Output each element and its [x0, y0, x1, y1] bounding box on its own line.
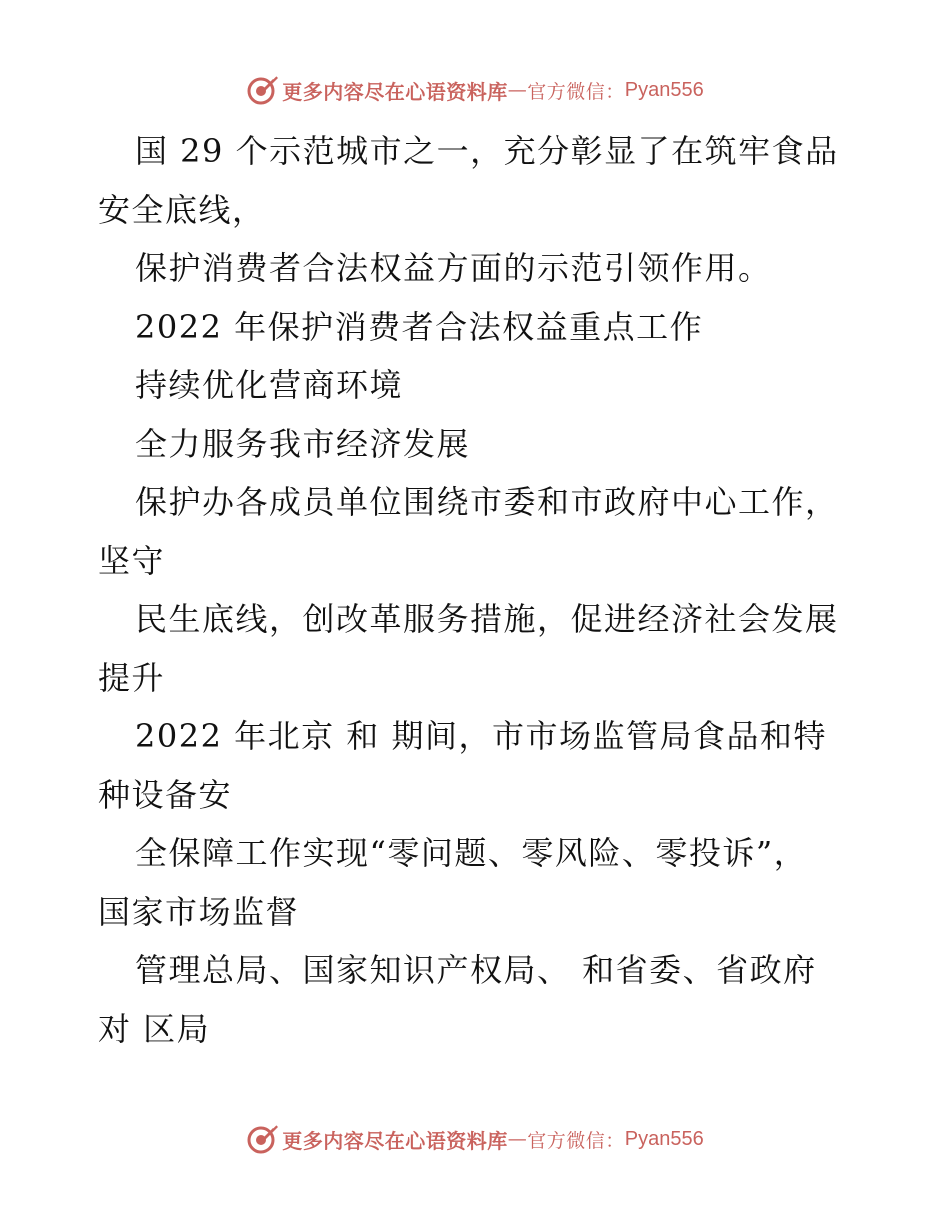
body-line: 全保障工作实现“零问题、零风险、零投诉”，: [135, 834, 808, 872]
body-text: [98, 122, 858, 1058]
body-line: 民生底线，创改革服务措施，促进经济社会发展: [135, 600, 839, 638]
body-line: 国家市场监督: [98, 892, 300, 931]
header-wechat-label: 官方微信：: [527, 80, 625, 103]
body-line: 提升: [98, 658, 166, 697]
body-line: 国 29 个示范城市之一，充分彰显了在筑牢食品: [135, 132, 839, 170]
footer-wechat-id: Pyan556: [624, 1127, 704, 1150]
body-line: 种设备安: [98, 775, 233, 814]
body-line: 2022 年保护消费者合法权益重点工作: [135, 307, 704, 346]
pen-logo-icon: [246, 1122, 280, 1156]
header-banner-text: 更多内容尽在心语资料库: [282, 79, 508, 104]
body-line: 2022 年北京 和 期间，市市场监管局食品和特: [135, 717, 827, 755]
body-line: 保护办各成员单位围绕市委和市政府中心工作，: [135, 483, 839, 521]
header-wechat-id: Pyan556: [624, 78, 704, 101]
pen-logo-icon: [246, 73, 280, 107]
body-line: 坚守: [98, 541, 166, 580]
header-banner[interactable]: [0, 70, 950, 110]
header-banner-dash: —: [507, 79, 528, 101]
footer-banner[interactable]: [0, 1119, 950, 1159]
footer-wechat-label: 官方微信：: [527, 1129, 625, 1152]
body-line: 管理总局、国家知识产权局、 和省委、省政府: [135, 951, 817, 989]
body-line: 保护消费者合法权益方面的示范引领作用。: [135, 249, 772, 287]
footer-banner-dash: —: [507, 1128, 528, 1150]
footer-banner-text: 更多内容尽在心语资料库: [282, 1128, 508, 1153]
body-line: 安全底线，: [98, 190, 266, 229]
body-line: 持续优化营商环境: [135, 366, 404, 404]
body-line: 全力服务我市经济发展: [135, 424, 471, 463]
body-line: 对 区局: [98, 1009, 211, 1048]
